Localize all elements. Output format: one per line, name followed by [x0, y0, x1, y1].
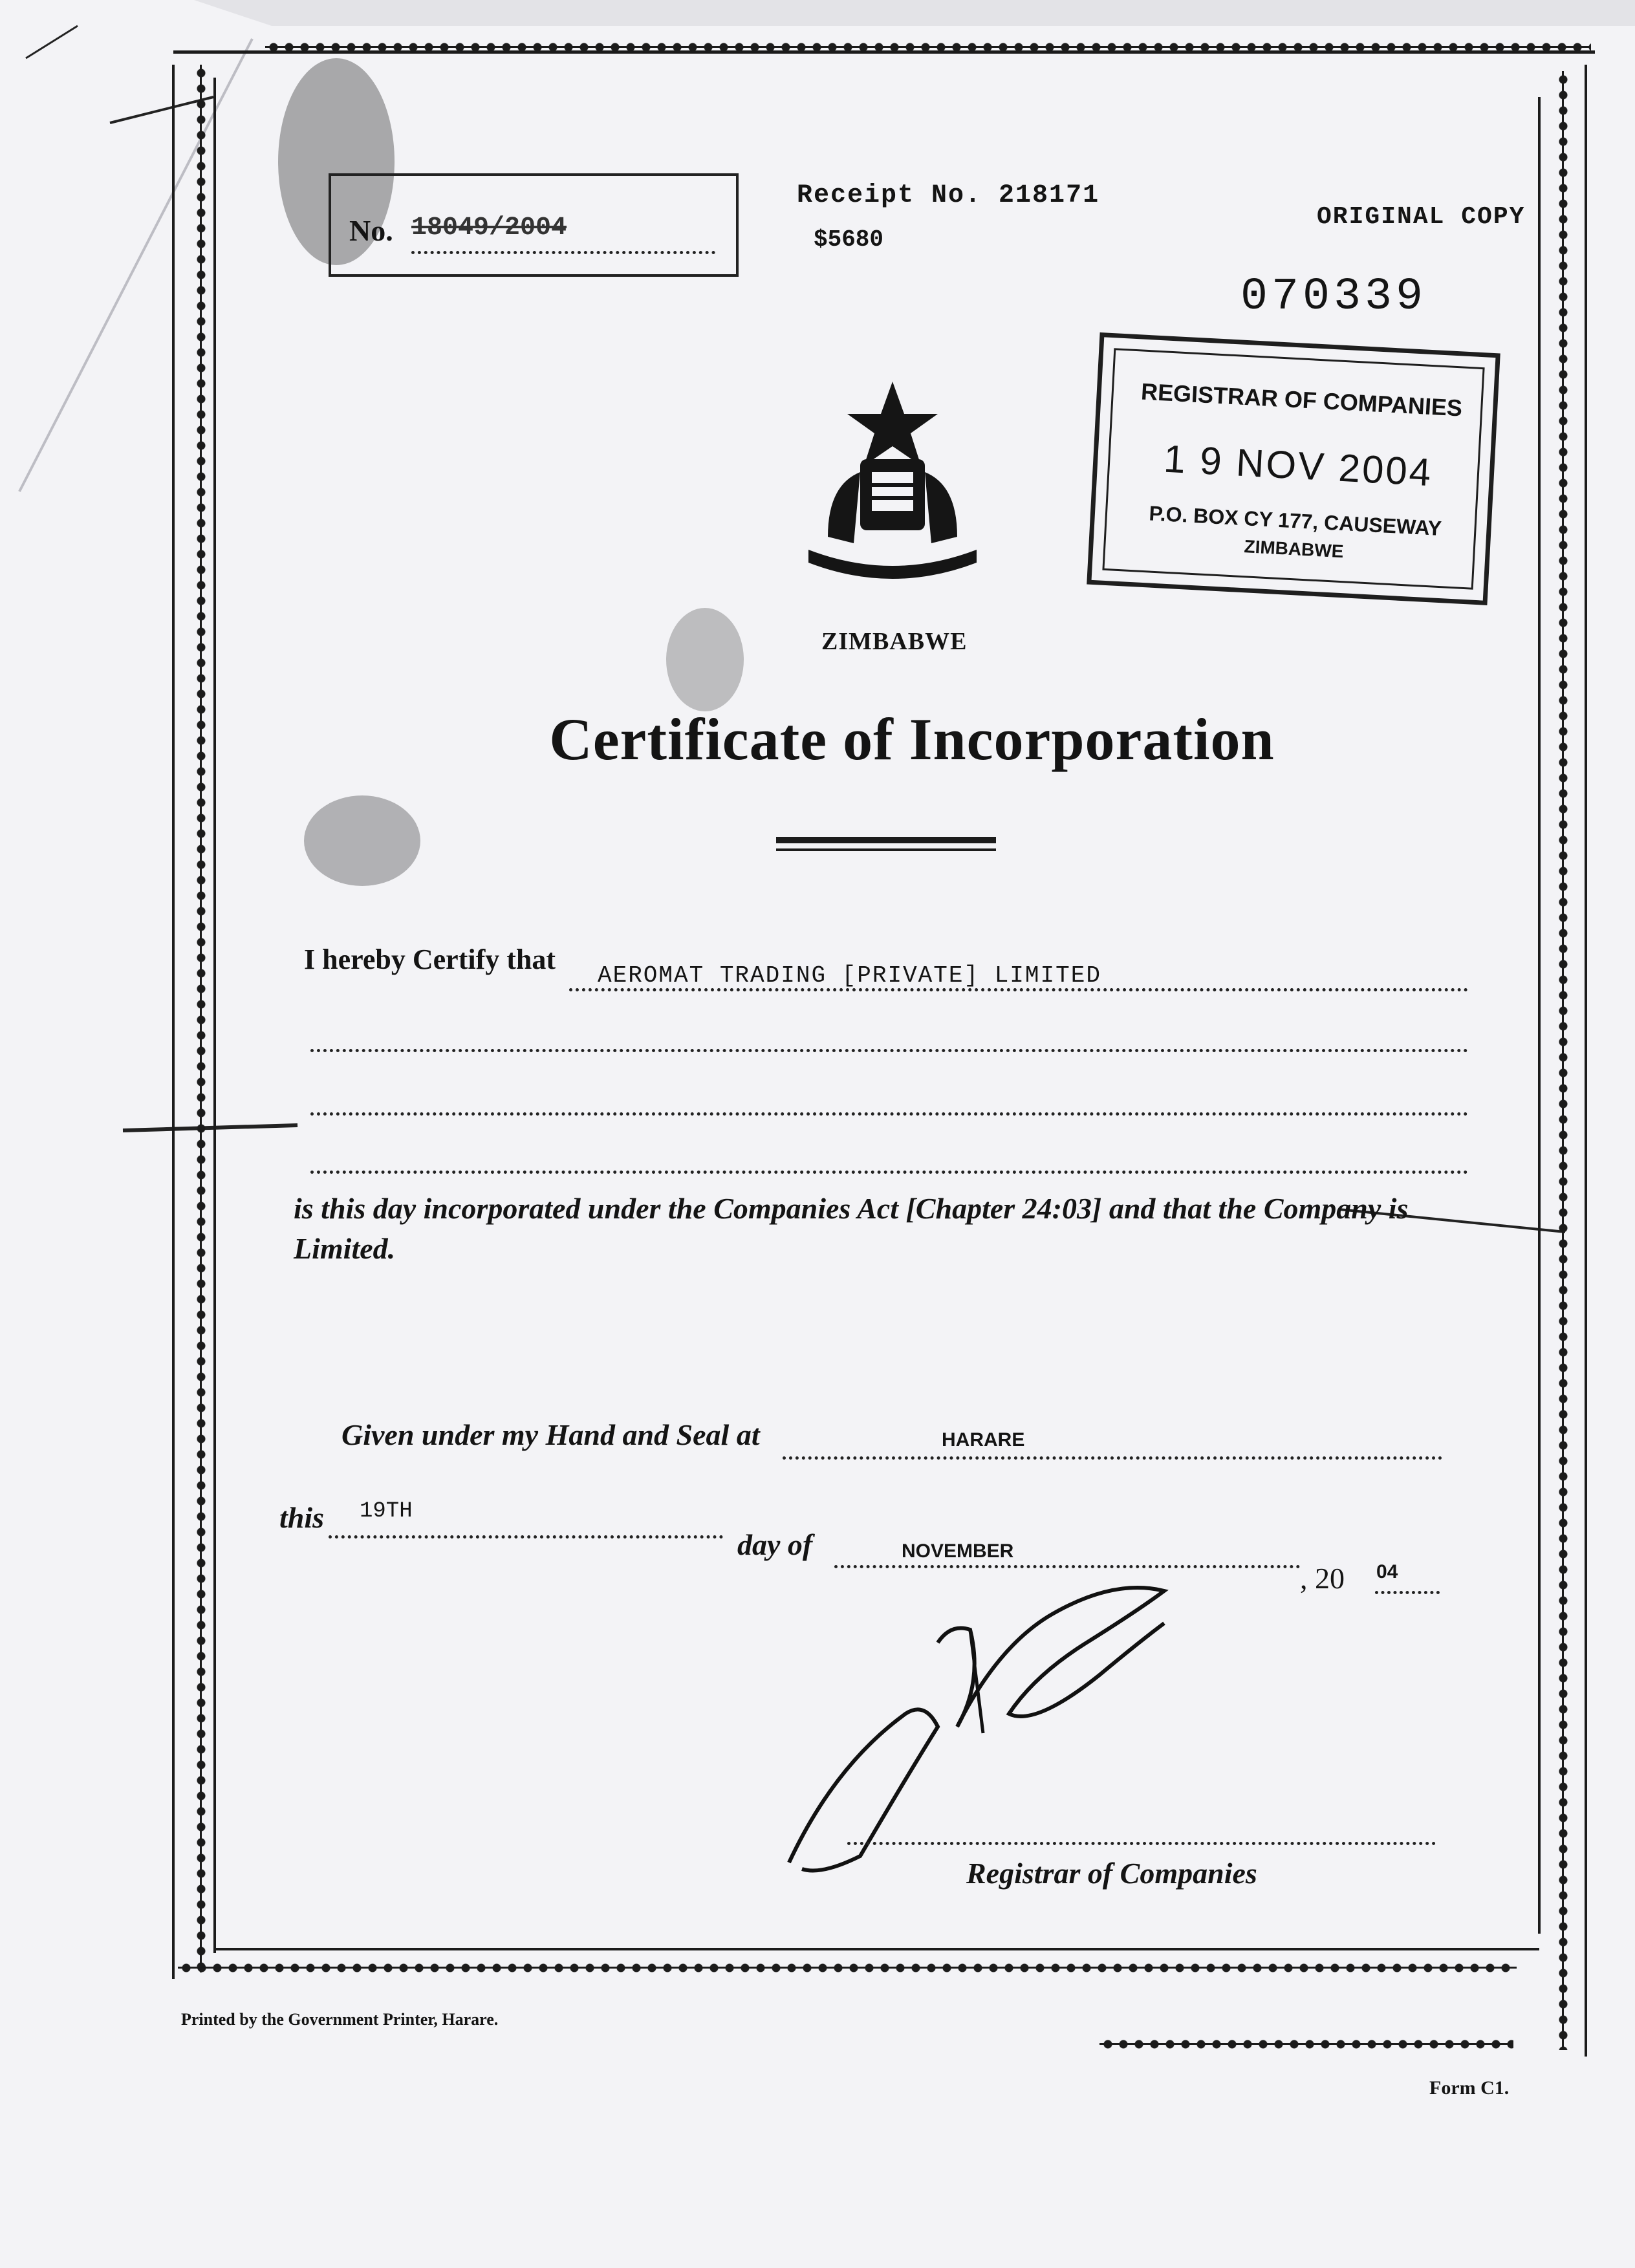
- border-inner-right: [1538, 97, 1541, 1934]
- border-chain-bottom: [178, 1960, 1517, 1976]
- receipt-number: Receipt No. 218171: [797, 181, 1100, 210]
- place-dots: [783, 1456, 1442, 1460]
- border-chain-top: [265, 39, 1591, 56]
- day-dots: [329, 1535, 723, 1539]
- month-value: NOVEMBER: [902, 1540, 1014, 1562]
- company-dots-4: [310, 1171, 1468, 1174]
- company-dots-3: [310, 1112, 1468, 1116]
- year-dots: [1375, 1591, 1440, 1594]
- title-underline-1: [776, 837, 996, 843]
- day-value: 19TH: [360, 1499, 413, 1524]
- border-outer-left: [172, 65, 175, 1979]
- stamp-title: REGISTRAR OF COMPANIES: [1140, 378, 1464, 422]
- border-chain-bottom-right: [1099, 2036, 1513, 2053]
- certificate-title: Certificate of Incorporation: [549, 706, 1275, 772]
- signatory-title: Registrar of Companies: [966, 1857, 1257, 1890]
- given-text: Given under my Hand and Seal at: [341, 1418, 760, 1451]
- number-label: No.: [349, 214, 393, 247]
- incorporation-statement: is this day incorporated under the Companies Act [Chapter 24:03] and that the Company is Limited.: [294, 1192, 1409, 1265]
- border-chain-right: [1555, 71, 1572, 2050]
- number-dots: [411, 251, 715, 254]
- form-code: Form C1.: [1429, 2077, 1510, 2099]
- day-of-label: day of: [737, 1528, 813, 1561]
- certify-text: I hereby Certify that: [304, 944, 556, 975]
- coat-of-arms-icon: [757, 375, 1028, 595]
- month-dots: [834, 1565, 1300, 1568]
- serial-number: 070339: [1240, 272, 1427, 323]
- number-value: 18049/2004: [411, 213, 567, 243]
- company-dots-2: [310, 1049, 1468, 1052]
- country-label: ZIMBABWE: [821, 628, 968, 655]
- stamp-address: P.O. BOX CY 177, CAUSEWAY: [1148, 501, 1442, 541]
- year-prefix: , 20: [1300, 1562, 1345, 1595]
- copy-type: ORIGINAL COPY: [1317, 203, 1526, 231]
- border-outer-right: [1585, 65, 1587, 2057]
- border-inner-bottom: [213, 1948, 1539, 1950]
- signature-dots: [847, 1842, 1436, 1845]
- company-name: AEROMAT TRADING [PRIVATE] LIMITED: [598, 962, 1101, 989]
- company-dots-1: [569, 988, 1468, 991]
- border-inner-left: [213, 78, 216, 1953]
- year-suffix: 04: [1376, 1561, 1398, 1582]
- title-underline-2: [776, 848, 996, 851]
- this-label: this: [279, 1501, 325, 1534]
- printer-note: Printed by the Government Printer, Harare.: [181, 2010, 499, 2029]
- stamp-date: 1 9 NOV 2004: [1162, 437, 1434, 495]
- registrar-signature: [776, 1571, 1229, 1882]
- border-chain-left: [193, 65, 210, 1972]
- stamp-country: ZIMBABWE: [1243, 536, 1345, 562]
- registrar-stamp: [1087, 332, 1500, 605]
- fee-amount: $5680: [814, 226, 884, 253]
- place-value: HARARE: [942, 1429, 1025, 1451]
